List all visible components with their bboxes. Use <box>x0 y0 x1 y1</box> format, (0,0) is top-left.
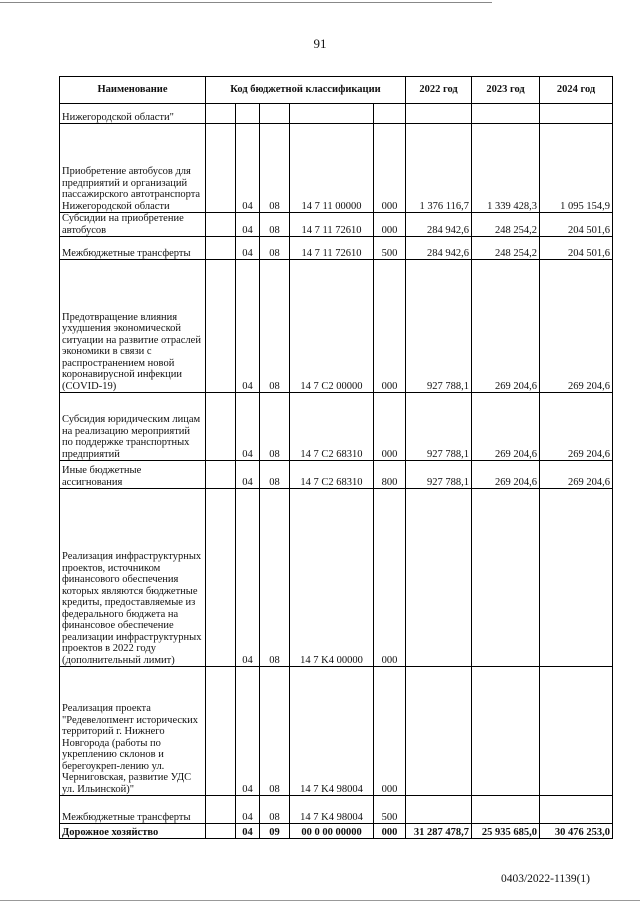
header-row <box>60 77 613 104</box>
row-name: Предотвращение влияния ухудшения экономической ситуации на развитие отраслей экономики в связи с распространением новой коронавирусной инфекции (COVID-19) <box>60 260 206 393</box>
value-2023: 269 204,6 <box>472 461 540 489</box>
table-row <box>60 124 613 213</box>
expense-type-code: 000 <box>374 824 406 839</box>
subsection-code: 08 <box>260 796 290 824</box>
section-code: 04 <box>236 393 260 461</box>
target-article-code: 14 7 11 72610 <box>290 237 374 260</box>
target-article-code: 14 7 11 72610 <box>290 213 374 237</box>
value-2022: 284 942,6 <box>406 213 472 237</box>
target-article-code: 14 7 C2 68310 <box>290 393 374 461</box>
row-name: Межбюджетные трансферты <box>60 237 206 260</box>
target-article-code: 14 7 C2 00000 <box>290 260 374 393</box>
value-2024 <box>540 667 613 796</box>
blank-cell <box>206 667 236 796</box>
blank-cell <box>206 796 236 824</box>
value-2023 <box>472 667 540 796</box>
table-row <box>60 260 613 393</box>
subsection-code: 08 <box>260 260 290 393</box>
row-name: Иные бюджетные ассигнования <box>60 461 206 489</box>
expense-type-code <box>374 104 406 124</box>
expense-type-code: 000 <box>374 260 406 393</box>
value-2024: 204 501,6 <box>540 237 613 260</box>
section-code: 04 <box>236 213 260 237</box>
header-2024: 2024 год <box>540 77 613 104</box>
expense-type-code: 000 <box>374 667 406 796</box>
expense-type-code: 500 <box>374 237 406 260</box>
value-2022: 927 788,1 <box>406 461 472 489</box>
expense-type-code: 000 <box>374 393 406 461</box>
value-2024: 204 501,6 <box>540 213 613 237</box>
value-2024: 30 476 253,0 <box>540 824 613 839</box>
bottom-rule <box>0 900 640 901</box>
blank-cell <box>206 393 236 461</box>
target-article-code: 14 7 K4 00000 <box>290 489 374 667</box>
value-2023: 269 204,6 <box>472 393 540 461</box>
row-name: Субсидия юридическим лицам на реализацию мероприятий по поддержке транспортных предприятий <box>60 393 206 461</box>
value-2023: 248 254,2 <box>472 213 540 237</box>
value-2024: 1 095 154,9 <box>540 124 613 213</box>
target-article-code: 14 7 C2 68310 <box>290 461 374 489</box>
value-2022: 31 287 478,7 <box>406 824 472 839</box>
value-2022: 1 376 116,7 <box>406 124 472 213</box>
expense-type-code: 000 <box>374 213 406 237</box>
section-code: 04 <box>236 237 260 260</box>
blank-cell <box>206 260 236 393</box>
row-name: Субсидии на приобретение автобусов <box>60 213 206 237</box>
table-row <box>60 667 613 796</box>
value-2024: 269 204,6 <box>540 260 613 393</box>
subsection-code: 08 <box>260 489 290 667</box>
target-article-code <box>290 104 374 124</box>
subsection-code: 08 <box>260 237 290 260</box>
subsection-code <box>260 104 290 124</box>
row-name: Реализация проекта "Редевелопмент исторических территорий г. Нижнего Новгорода (работы по укреплению склонов и берегоукреп-лению ул. Черниговская, развитие УДС ул. Ильинской)" <box>60 667 206 796</box>
document-code: 0403/2022-1139(1) <box>500 873 590 885</box>
subsection-code: 09 <box>260 824 290 839</box>
table-row <box>60 824 613 839</box>
section-code: 04 <box>236 461 260 489</box>
target-article-code: 14 7 K4 98004 <box>290 667 374 796</box>
header-2022: 2022 год <box>406 77 472 104</box>
row-name: Приобретение автобусов для предприятий и организаций пассажирского автотранспорта Нижегородской области <box>60 124 206 213</box>
blank-cell <box>206 237 236 260</box>
value-2023 <box>472 104 540 124</box>
table-row <box>60 461 613 489</box>
section-code: 04 <box>236 124 260 213</box>
value-2024 <box>540 796 613 824</box>
value-2022: 927 788,1 <box>406 393 472 461</box>
blank-cell <box>206 213 236 237</box>
row-name: Нижегородской области" <box>60 104 206 124</box>
subsection-code: 08 <box>260 667 290 796</box>
table-row <box>60 237 613 260</box>
subsection-code: 08 <box>260 213 290 237</box>
value-2024 <box>540 489 613 667</box>
subsection-code: 08 <box>260 124 290 213</box>
expense-type-code: 000 <box>374 124 406 213</box>
section-code: 04 <box>236 667 260 796</box>
value-2023 <box>472 796 540 824</box>
blank-cell <box>206 824 236 839</box>
blank-cell <box>206 489 236 667</box>
table-row <box>60 796 613 824</box>
table-row <box>60 489 613 667</box>
expense-type-code: 000 <box>374 489 406 667</box>
budget-table <box>59 76 613 839</box>
row-name: Дорожное хозяйство <box>60 824 206 839</box>
table-row <box>60 104 613 124</box>
value-2022 <box>406 104 472 124</box>
section-code: 04 <box>236 824 260 839</box>
top-rule <box>0 2 492 3</box>
row-name: Межбюджетные трансферты <box>60 796 206 824</box>
page-number: 91 <box>313 36 327 51</box>
blank-cell <box>206 104 236 124</box>
blank-cell <box>206 124 236 213</box>
value-2024 <box>540 104 613 124</box>
header-code: Код бюджетной классификации <box>206 77 406 104</box>
target-article-code: 00 0 00 00000 <box>290 824 374 839</box>
expense-type-code: 500 <box>374 796 406 824</box>
table-row <box>60 393 613 461</box>
header-2023: 2023 год <box>472 77 540 104</box>
value-2022 <box>406 796 472 824</box>
value-2023: 25 935 685,0 <box>472 824 540 839</box>
section-code: 04 <box>236 260 260 393</box>
header-name: Наименование <box>60 77 206 104</box>
value-2022: 284 942,6 <box>406 237 472 260</box>
value-2022 <box>406 489 472 667</box>
value-2023: 269 204,6 <box>472 260 540 393</box>
value-2023: 248 254,2 <box>472 237 540 260</box>
value-2024: 269 204,6 <box>540 393 613 461</box>
value-2024: 269 204,6 <box>540 461 613 489</box>
table-row <box>60 213 613 237</box>
subsection-code: 08 <box>260 393 290 461</box>
value-2023 <box>472 489 540 667</box>
subsection-code: 08 <box>260 461 290 489</box>
section-code: 04 <box>236 796 260 824</box>
expense-type-code: 800 <box>374 461 406 489</box>
value-2022 <box>406 667 472 796</box>
row-name: Реализация инфраструктурных проектов, источником финансового обеспечения которых являются бюджетные кредиты, предоставляемые из федерального бюджета на финансовое обеспечение реализации инфраструктурных проектов в 2022 году (дополнительный лимит) <box>60 489 206 667</box>
blank-cell <box>206 461 236 489</box>
target-article-code: 14 7 K4 98004 <box>290 796 374 824</box>
target-article-code: 14 7 11 00000 <box>290 124 374 213</box>
section-code <box>236 104 260 124</box>
section-code: 04 <box>236 489 260 667</box>
value-2023: 1 339 428,3 <box>472 124 540 213</box>
value-2022: 927 788,1 <box>406 260 472 393</box>
